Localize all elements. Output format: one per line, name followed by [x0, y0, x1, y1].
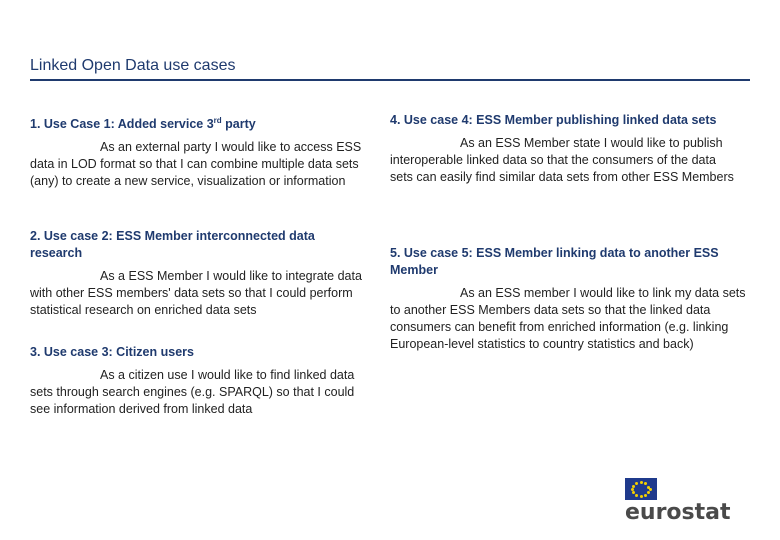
- use-case-1-body: As an external party I would like to access ESS data in LOD format so that I can combine multiple data sets (any) to create a new service, visualization or information: [30, 140, 362, 189]
- eurostat-logo: [625, 478, 741, 526]
- use-case-5-heading: 5. Use case 5: ESS Member linking data to another ESS Member: [390, 246, 719, 277]
- use-case-3-body: As a citizen use I would like to find linked data sets through search engines (e.g. SPARQL) so that I could see information derived from linked data: [30, 368, 355, 416]
- use-case-1-heading: 1. Use Case 1: Added service 3rd party: [30, 116, 256, 132]
- use-case-4-heading: 4. Use case 4: ESS Member publishing linked data sets: [390, 113, 717, 127]
- title-divider: [30, 79, 750, 81]
- eurostat-wordmark: eurostat: [625, 500, 731, 525]
- use-case-3: [30, 344, 375, 418]
- page-title: Linked Open Data use cases: [30, 57, 236, 74]
- use-case-2: [30, 228, 365, 319]
- use-case-2-body: As a ESS Member I would like to integrate data with other ESS members' data sets so that I could perform statistical research on enriched data sets: [30, 269, 362, 317]
- use-case-3-heading: 3. Use case 3: Citizen users: [30, 345, 194, 359]
- use-case-4: [390, 112, 740, 186]
- use-case-4-body: As an ESS Member state I would like to publish interoperable linked data so that the consumers of the data sets can easily find similar data sets from other ESS Members: [390, 136, 734, 184]
- use-case-5-body: As an ESS member I would like to link my data sets to another ESS Members data sets so that the linked data consumers can benefit from enriched information (e.g. linking European-level statistics to country statistics and back): [390, 286, 746, 351]
- use-case-1: [30, 112, 365, 190]
- use-case-5: [390, 245, 750, 353]
- use-case-2-heading: 2. Use case 2: ESS Member interconnected data research: [30, 229, 315, 260]
- eu-flag-icon: [625, 478, 657, 500]
